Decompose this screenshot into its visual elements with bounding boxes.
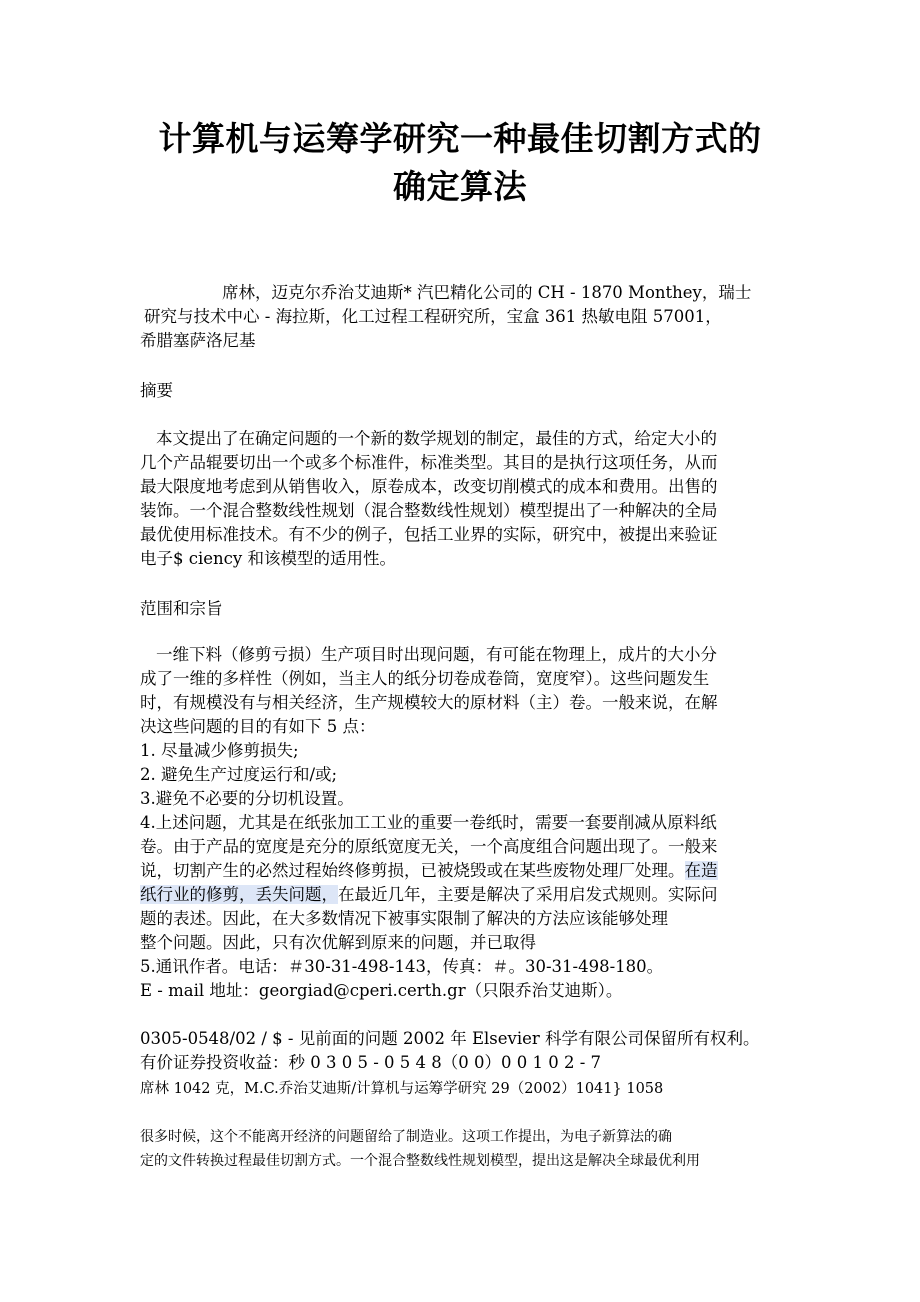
highlighted-text: 纸行业的修剪，丢失问题，	[140, 885, 338, 904]
footnote-email: E - mail 地址：georgiad@cperi.certh.gr（只限乔治艾迪斯）。	[140, 981, 623, 1000]
body-text-line: 很多时候，这个不能离开经济的问题留给了制造业。这项工作提出，为电子新算法的确	[140, 1129, 672, 1145]
abstract-line: 装饰。一个混合整数线性规划（混合整数线性规划）模型提出了一种解决的全局	[140, 501, 718, 520]
body-text-line: 定的文件转换过程最佳切割方式。一个混合整数线性规划模型，提出这是解决全球最优利用	[140, 1153, 700, 1169]
author-line-2: 研究与技术中心 - 海拉斯，化工过程工程研究所，宝盒 361 热敏电阻 57001，	[144, 307, 722, 326]
copyright-line: 0305-0548/02 / $ - 见前面的问题 2002 年 Elsevier 科学有限公司保留所有权利。	[140, 1029, 760, 1048]
scope-line: 时，有规模没有与相关经济，生产规模较大的原材料（主）卷。一般来说，在解	[140, 693, 718, 712]
abstract-line: 电子$ ciency 和该模型的适用性。	[140, 549, 396, 568]
scope-line: 卷。由于产品的宽度是充分的原纸宽度无关，一个高度组合问题出现了。一般来	[140, 837, 718, 856]
abstract-line: 几个产品辊要切出一个或多个标准件，标准类型。其目的是执行这项任务，从而	[140, 453, 718, 472]
author-line-3: 希腊塞萨洛尼基	[140, 331, 256, 350]
scope-list-item: 4.上述问题，尤其是在纸张加工工业的重要一卷纸时，需要一套要削减从原料纸	[140, 813, 717, 832]
scope-line-highlighted	[140, 860, 790, 882]
abstract-line: 最大限度地考虑到从销售收入，原卷成本，改变切削模式的成本和费用。出售的	[140, 477, 718, 496]
abstract-line: 最优使用标准技术。有不少的例子，包括工业界的实际，研究中，被提出来验证	[140, 525, 718, 544]
paper-title-line-1: 计算机与运筹学研究一种最佳切割方式的	[158, 119, 762, 158]
scope-line: 整个问题。因此，只有次优解到原来的问题，并已取得	[140, 933, 536, 952]
abstract-heading: 摘要	[140, 381, 173, 400]
footnote-contact: 5.通讯作者。电话：＃30-31-498-143，传真：＃。30-31-498-180。	[140, 957, 664, 976]
paper-title-line-2: 确定算法	[393, 167, 527, 206]
scope-line-highlighted	[140, 884, 790, 906]
citation-line: 席林 1042 克，M.C.乔治艾迪斯/计算机与运筹学研究 29（2002）1041} 1058	[140, 1081, 664, 1097]
scope-heading: 范围和宗旨	[140, 599, 223, 618]
scope-line: 一维下料（修剪亏损）生产项目时出现问题，有可能在物理上，成片的大小分	[156, 645, 717, 664]
scope-line: 决这些问题的目的有如下 5 点：	[140, 717, 376, 736]
scope-text: 说，切割产生的必然过程始终修剪损，已被烧毁或在某些废物处理厂处理。	[140, 861, 685, 880]
abstract-line: 本文提出了在确定问题的一个新的数学规划的制定，最佳的方式，给定大小的	[156, 429, 717, 448]
scope-list-item: 1. 尽量减少修剪损失;	[140, 741, 299, 760]
highlighted-text: 在造	[684, 861, 718, 880]
scope-line: 成了一维的多样性（例如，当主人的纸分切卷成卷筒，宽度窄）。这些问题发生	[140, 669, 710, 688]
author-line-1: 席林，迈克尔乔治艾迪斯* 汽巴精化公司的 CH - 1870 Monthey，瑞士	[222, 283, 752, 302]
scope-line: 题的表述。因此，在大多数情况下被事实限制了解决的方法应该能够处理	[140, 909, 668, 928]
copyright-pii: 有价证券投资收益：秒 0 3 0 5 - 0 5 4 8（0 0）0 0 1 0 2 - 7	[140, 1053, 602, 1072]
scope-text: 在最近几年，主要是解决了采用启发式规则。实际问	[338, 885, 718, 904]
scope-list-item: 2. 避免生产过度运行和/或;	[140, 765, 338, 784]
scope-list-item: 3.避免不必要的分切机设置。	[140, 789, 354, 808]
